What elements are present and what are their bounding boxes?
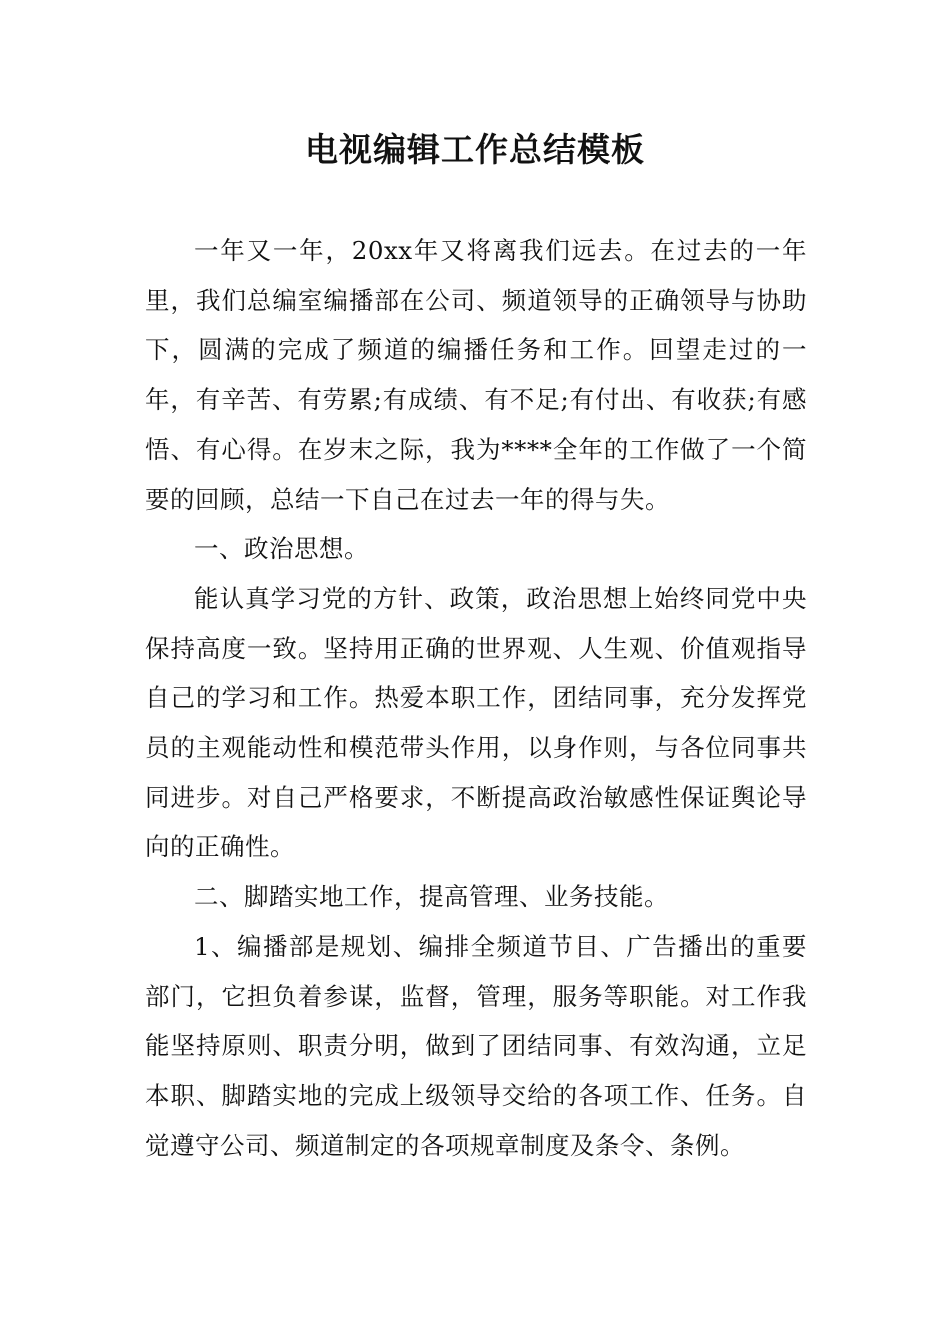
section-heading-work: 二、脚踏实地工作，提高管理、业务技能。 xyxy=(194,882,669,912)
paragraph-work-item-1: 1、编播部是规划、编排全频道节目、广告播出的重要部门，它担负着参谋，监督，管理，服务等职能。对工作我能坚持原则、职责分明，做到了团结同事、有效沟通，立足本职、脚踏实地的完成上级领导交给的各项工作、任务。自觉遵守公司、频道制定的各项规章制度及条令、条例。 xyxy=(145,931,807,1160)
paragraph-intro: 一年又一年，20xx年又将离我们远去。在过去的一年里，我们总编室编播部在公司、频道领导的正确领导与协助下，圆满的完成了频道的编播任务和工作。回望走过的一年，有辛苦、有劳累;有成绩、有不足;有付出、有收获;有感悟、有心得。在岁末之际，我为****全年的工作做了一个简要的回顾，总结一下自己在过去一年的得与失。 xyxy=(145,236,807,514)
section-heading-politics: 一、政治思想。 xyxy=(194,534,369,564)
document-title: 电视编辑工作总结模板 xyxy=(305,130,645,169)
document-body xyxy=(145,226,807,1170)
paragraph-politics: 能认真学习党的方针、政策，政治思想上始终同党中央保持高度一致。坚持用正确的世界观、人生观、价值观指导自己的学习和工作。热爱本职工作，团结同事，充分发挥党员的主观能动性和模范带头作用，以身作则，与各位同事共同进步。对自己严格要求，不断提高政治敏感性保证舆论导向的正确性。 xyxy=(145,583,807,862)
